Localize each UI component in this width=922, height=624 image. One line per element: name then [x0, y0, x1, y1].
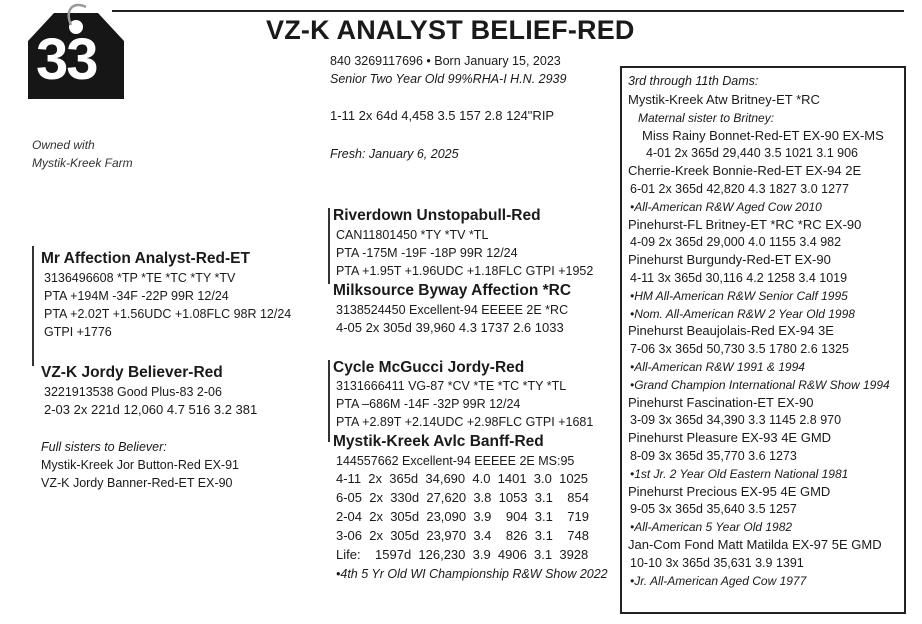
- dam-box-name: Cherrie-Kreek Bonnie-Red-ET EX-94 2E: [628, 163, 862, 179]
- dam-box-record: 4-11 3x 365d 30,116 4.2 1258 3.4 1019: [630, 271, 848, 285]
- lot-number: 33: [36, 27, 97, 92]
- sire-sire-line: PTA +1.95T +1.96UDC +1.18FLC GTPI +1952: [336, 264, 594, 278]
- dam-box-note: •Nom. All-American R&W 2 Year Old 1998: [630, 306, 855, 321]
- dam-box-note: •All-American R&W 1991 & 1994: [630, 360, 805, 374]
- dam-box-name: Pinehurst Precious EX-95 4E GMD: [628, 483, 831, 499]
- dam-sire-line: PTA +2.89T +2.14UDC +2.98FLC GTPI +1681: [336, 415, 594, 429]
- dam-box-name: Miss Rainy Bonnet-Red-ET EX-90 EX-MS: [642, 127, 884, 143]
- page-title: VZ-K ANALYST BELIEF-RED: [266, 15, 635, 45]
- dam-box-name: Mystik-Kreek Atw Britney-ET *RC: [628, 92, 820, 107]
- animal-record: 1-11 2x 64d 4,458 3.5 157 2.8 124"RIP: [330, 108, 555, 123]
- dam-box-note: •1st Jr. 2 Year Old Eastern National 1981: [630, 466, 849, 481]
- sire-dam-line: 4-05 2x 305d 39,960 4.3 1737 2.6 1033: [336, 320, 564, 335]
- dam-box-record: 4-01 2x 365d 29,440 3.5 1021 3.1 906: [646, 146, 858, 161]
- pedigree-bracket-left: [32, 246, 34, 366]
- dam-box-record: 3-09 3x 365d 34,390 3.3 1145 2.8 970: [630, 413, 842, 428]
- dam-box-note: •Grand Champion International R&W Show 1994: [630, 377, 890, 392]
- dams-box-heading: 3rd through 11th Dams:: [628, 74, 759, 88]
- dam-sire-name: Cycle McGucci Jordy-Red: [333, 359, 525, 376]
- dam-dam-note: •4th 5 Yr Old WI Championship R&W Show 2022: [336, 567, 608, 581]
- sire-dam-line: 3138524450 Excellent-94 EEEEE 2E *RC: [336, 303, 569, 317]
- dam-sire-line: 3131666411 VG-87 *CV *TE *TC *TY *TL: [336, 379, 567, 393]
- dam-line: 3221913538 Good Plus-83 2-06: [44, 385, 222, 399]
- sire-name: Mr Affection Analyst-Red-ET: [41, 250, 250, 267]
- owned-with: Mystik-Kreek Farm: [32, 156, 133, 170]
- dam-side-bracket: [328, 360, 330, 442]
- sire-line: PTA +2.02T +1.56UDC +1.08FLC 98R 12/24: [44, 307, 292, 321]
- dam-box-record: 7-06 3x 365d 50,730 3.5 1780 2.6 1325: [630, 342, 849, 357]
- dam-dam-lifetime: Life: 1597d 126,230 3.9 4906 3.1 3928: [336, 547, 589, 562]
- dam-box-note: •Jr. All-American Aged Cow 1977: [630, 573, 807, 588]
- dam-dam-record: 2-04 2x 305d 23,090 3.9 904 3.1 719: [336, 509, 589, 524]
- sire-line: PTA +194M -34F -22P 99R 12/24: [44, 289, 229, 303]
- sister-item: Mystik-Kreek Jor Button-Red EX-91: [41, 458, 239, 472]
- sire-sire-line: CAN11801450 *TY *TV *TL: [336, 228, 489, 242]
- dam-box-record: 9-05 3x 365d 35,640 3.5 1257: [630, 502, 797, 517]
- dam-box-name: Pinehurst Beaujolais-Red EX-94 3E: [628, 323, 834, 339]
- animal-fresh: Fresh: January 6, 2025: [330, 147, 459, 161]
- dam-box-note: •All-American 5 Year Old 1982: [630, 520, 793, 535]
- animal-reg-line: 840 3269117696 • Born January 15, 2023: [330, 54, 561, 68]
- sire-dam-name: Milksource Byway Affection *RC: [333, 282, 572, 299]
- dam-box-note: •HM All-American R&W Senior Calf 1995: [630, 288, 848, 303]
- sire-sire-line: PTA -175M -19F -18P 99R 12/24: [336, 246, 518, 260]
- dam-box-record: 6-01 2x 365d 42,820 4.3 1827 3.0 1277: [630, 182, 849, 196]
- dam-dam-record: 3-06 2x 305d 23,970 3.4 826 3.1 748: [336, 528, 589, 543]
- dam-dam-record: 6-05 2x 330d 27,620 3.8 1053 3.1 854: [336, 490, 589, 505]
- sire-line: GTPI +1776: [44, 325, 112, 339]
- dam-box-record: 4-09 2x 365d 29,000 4.0 1155 3.4 982: [630, 235, 842, 250]
- dam-box-name: Jan-Com Fond Matt Matilda EX-97 5E GMD: [628, 537, 882, 552]
- dam-line: 2-03 2x 221d 12,060 4.7 516 3.2 381: [44, 402, 258, 417]
- dam-box-record: 10-10 3x 365d 35,631 3.9 1391: [630, 555, 804, 570]
- dam-dam-record: 4-11 2x 365d 34,690 4.0 1401 3.0 1025: [336, 471, 589, 486]
- animal-class-line: Senior Two Year Old 99%RHA-I H.N. 2939: [330, 72, 567, 86]
- dam-box-note: •All-American R&W Aged Cow 2010: [630, 199, 822, 214]
- owned-label: Owned with: [32, 138, 95, 152]
- top-rule: [112, 10, 904, 12]
- dam-box-name: Pinehurst-FL Britney-ET *RC *RC EX-90: [628, 216, 862, 232]
- dam-box-name: Pinehurst Pleasure EX-93 4E GMD: [628, 430, 832, 446]
- dam-dam-name: Mystik-Kreek Avlc Banff-Red: [333, 433, 544, 450]
- sire-line: 3136496608 *TP *TE *TC *TY *TV: [44, 271, 236, 285]
- dam-box-record: 8-09 3x 365d 35,770 3.6 1273: [630, 449, 797, 463]
- sisters-heading: Full sisters to Believer:: [41, 440, 167, 454]
- sister-item: VZ-K Jordy Banner-Red-ET EX-90: [41, 476, 233, 490]
- dam-box-name: Pinehurst Burgundy-Red-ET EX-90: [628, 252, 831, 268]
- sire-side-bracket: [328, 208, 330, 284]
- dam-box-note: Maternal sister to Britney:: [638, 110, 775, 125]
- dam-sire-line: PTA –686M -14F -32P 99R 12/24: [336, 397, 521, 411]
- dam-name: VZ-K Jordy Believer-Red: [41, 364, 223, 381]
- dam-dam-line: 144557662 Excellent-94 EEEEE 2E MS:95: [336, 454, 575, 468]
- sire-sire-name: Riverdown Unstopabull-Red: [333, 207, 541, 224]
- dam-box-name: Pinehurst Fascination-ET EX-90: [628, 394, 814, 410]
